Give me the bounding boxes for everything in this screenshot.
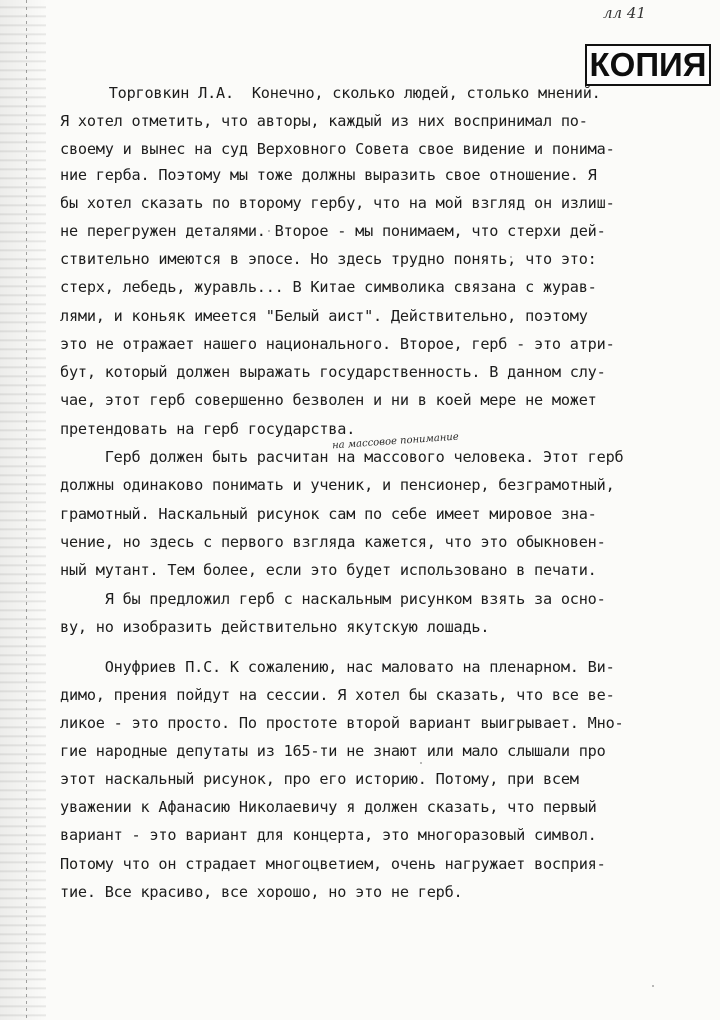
text-line: этот наскальный рисунок, про его историю. Потому, при всем xyxy=(60,770,579,788)
text-line: Торговкин Л.А. Конечно, сколько людей, столько мнений. xyxy=(64,84,601,102)
text-line: ву, но изобразить действительно якутскую лошадь. xyxy=(60,618,490,636)
scan-speck xyxy=(510,256,512,258)
scan-speck xyxy=(402,148,404,150)
text-line: грамотный. Наскальный рисунок сам по себе имеет мировое зна- xyxy=(60,505,597,523)
text-line: стерх, лебедь, журавль... В Китае символика связана с журав- xyxy=(60,278,597,296)
scan-edge-line xyxy=(26,0,27,1020)
text-line: ствительно имеются в эпосе. Но здесь трудно понять, что это: xyxy=(60,250,597,268)
text-line: Онуфриев П.С. К сожалению, нас маловато на пленарном. Ви- xyxy=(60,658,615,676)
text-line: Я хотел отметить, что авторы, каждый из них воспринимал по- xyxy=(60,112,588,130)
copy-stamp: КОПИЯ xyxy=(585,44,711,86)
text-line: лями, и коньяк имеется "Белый аист". Действительно, поэтому xyxy=(60,307,588,325)
scan-speck xyxy=(652,985,654,987)
page-number-handwritten: лл 41 xyxy=(603,4,646,22)
text-line: Потому что он страдает многоцветием, очень нагружает восприя- xyxy=(60,855,606,873)
scan-speck xyxy=(420,762,422,764)
text-line: не перегружен деталями. Второе - мы понимаем, что стерхи дей- xyxy=(60,222,606,240)
text-line: димо, прения пойдут на сессии. Я хотел бы сказать, что все ве- xyxy=(60,686,615,704)
text-line: ликое - это просто. По простоте второй вариант выигрывает. Мно- xyxy=(60,714,624,732)
scan-speck xyxy=(130,630,132,632)
text-line: уважении к Афанасию Николаевичу я должен сказать, что первый xyxy=(60,798,597,816)
text-line: вариант - это вариант для концерта, это многоразовый символ. xyxy=(60,826,597,844)
text-line: ный мутант. Тем более, если это будет использовано в печати. xyxy=(60,561,597,579)
text-line: ние герба. Поэтому мы тоже должны выразить свое отношение. Я xyxy=(60,166,597,184)
text-line: чение, но здесь с первого взгляда кажется, что это обыкновен- xyxy=(60,533,606,551)
text-line: тие. Все красиво, все хорошо, но это не герб. xyxy=(60,883,463,901)
text-line: это не отражает нашего национального. Второе, герб - это атри- xyxy=(60,335,615,353)
text-line: претендовать на герб государства. xyxy=(60,420,356,438)
text-line: бы хотел сказать по второму гербу, что на мой взгляд он излиш- xyxy=(60,194,615,212)
scan-speck xyxy=(268,230,270,232)
text-line: гие народные депутаты из 165-ти не знают или мало слышали про xyxy=(60,742,606,760)
scan-edge-noise xyxy=(0,0,46,1020)
text-line: бут, который должен выражать государственность. В данном слу- xyxy=(60,363,606,381)
text-line: должны одинаково понимать и ученик, и пенсионер, безграмотный, xyxy=(60,476,615,494)
text-line: Я бы предложил герб с наскальным рисунком взять за осно- xyxy=(60,590,606,608)
text-line: своему и вынес на суд Верховного Совета свое видение и понима- xyxy=(60,140,615,158)
text-line: чае, этот герб совершенно безволен и ни в коей мере не может xyxy=(60,391,597,409)
text-line: Герб должен быть расчитан на массового человека. Этот герб xyxy=(60,448,624,466)
handwritten-insertion: на массовое понимание xyxy=(331,431,460,452)
